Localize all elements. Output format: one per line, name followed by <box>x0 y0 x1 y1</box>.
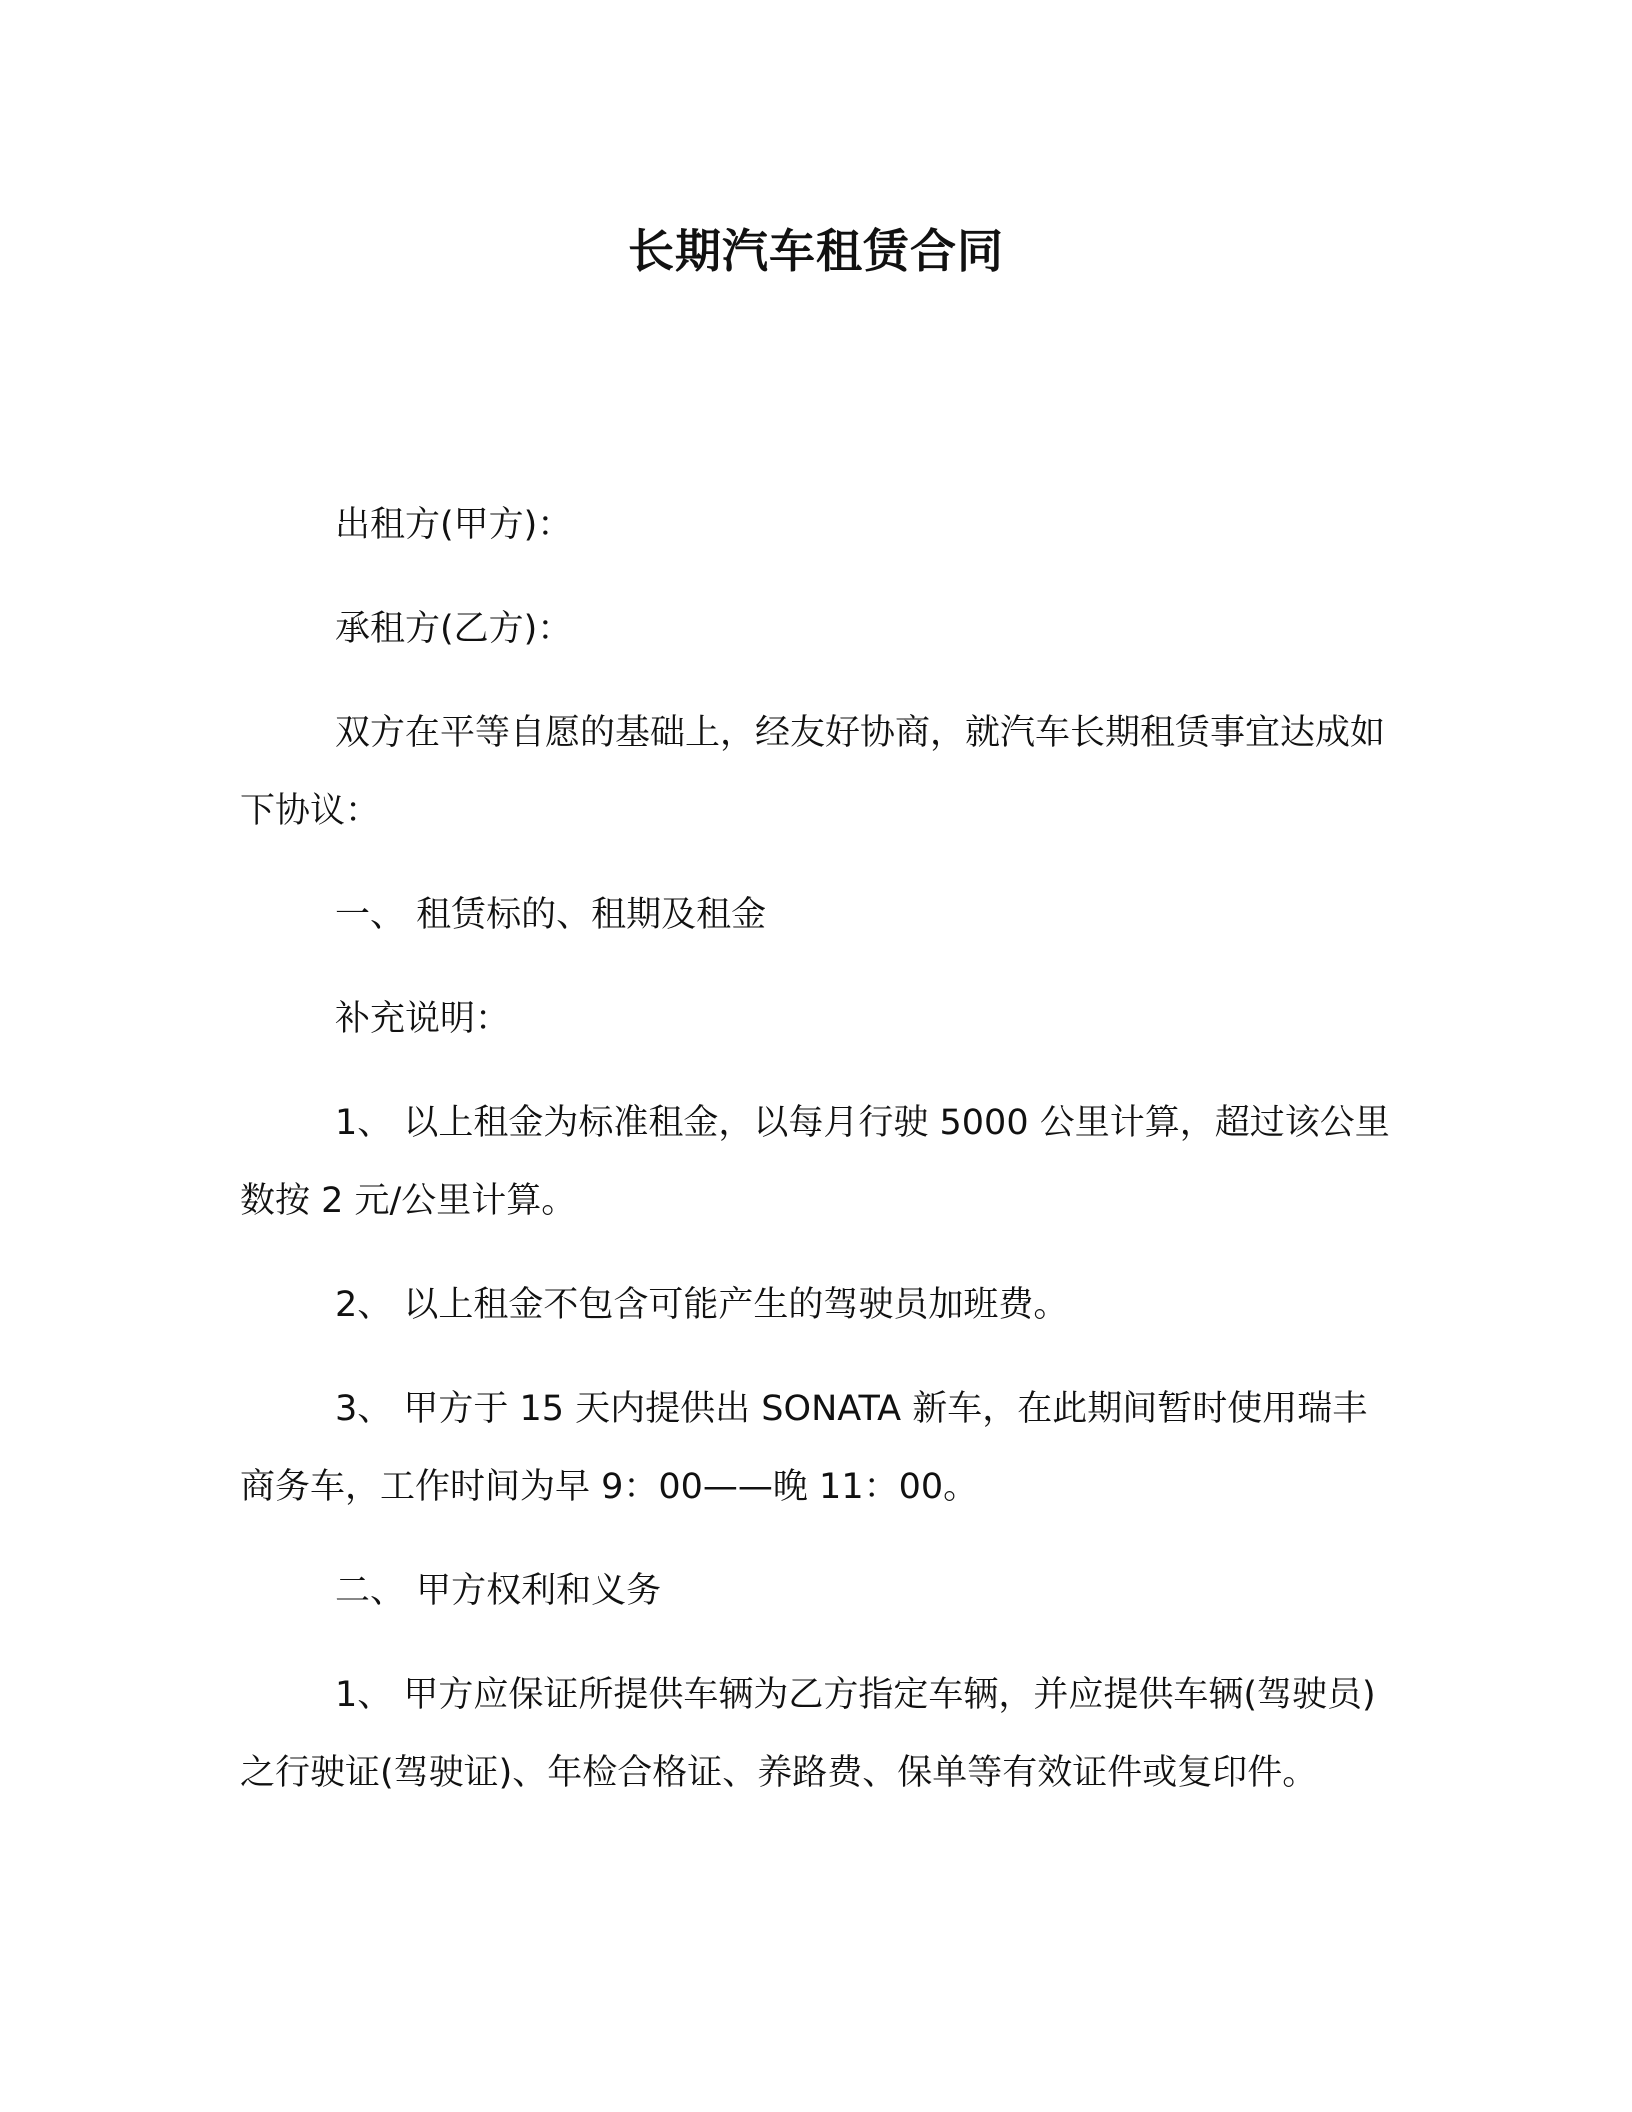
section-2-item-1: 1、 甲方应保证所提供车辆为乙方指定车辆，并应提供车辆(驾驶员)之行驶证(驾驶证)、年检合格证、养路费、保单等有效证件或复印件。 <box>240 1675 1376 1793</box>
supplement-item-2: 2、 以上租金不包含可能产生的驾驶员加班费。 <box>335 1285 1069 1325</box>
supplement-item-3: 3、 甲方于 15 天内提供出 SONATA 新车，在此期间暂时使用瑞丰商务车，工作时间为早 9：00——晚 11：00。 <box>240 1389 1368 1507</box>
section-2-heading: 二、 甲方权利和义务 <box>335 1571 662 1611</box>
lessor-line: 出租方(甲方)： <box>335 505 573 545</box>
supplement-heading: 补充说明： <box>335 999 511 1039</box>
lessee-line: 承租方(乙方)： <box>335 609 573 649</box>
document-body <box>240 486 1390 1838</box>
section-1-heading: 一、 租赁标的、租期及租金 <box>335 895 767 935</box>
preamble-paragraph: 双方在平等自愿的基础上，经友好协商，就汽车长期租赁事宜达成如下协议： <box>240 713 1386 831</box>
supplement-item-1: 1、 以上租金为标准租金，以每月行驶 5000 公里计算，超过该公里数按 2 元/公里计算。 <box>240 1103 1390 1221</box>
document-title: 长期汽车租赁合同 <box>628 224 1004 278</box>
